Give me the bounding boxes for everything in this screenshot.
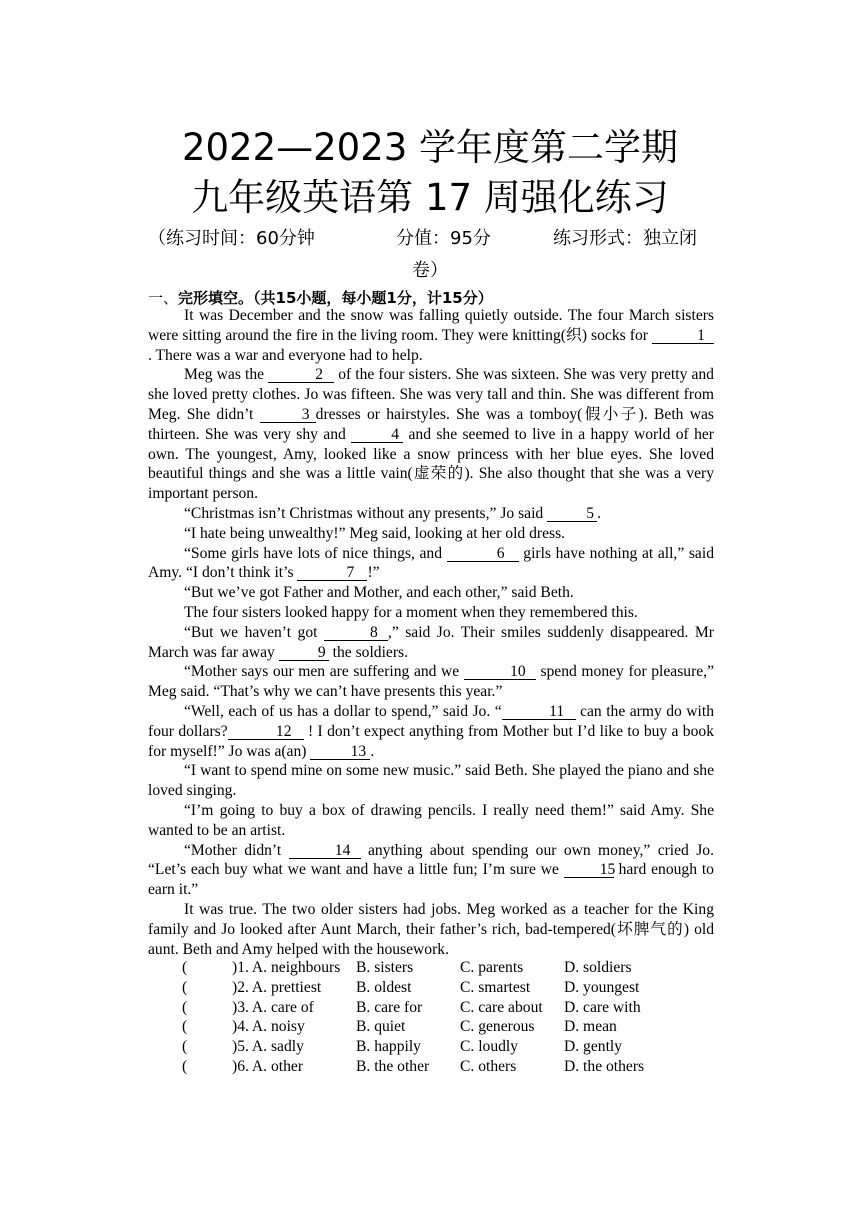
option-b: B. happily — [356, 1038, 421, 1056]
paragraph: It was December and the snow was falling quietly outside. The four March sisters were sitting around the fire in the living room. They were knitting(织) socks for 1. There was a war and everyone had to help. — [148, 307, 714, 364]
paragraph: “But we haven’t got 8 ,” said Jo. Their smiles suddenly disappeared. Mr March was far away 9 the soldiers. — [148, 623, 714, 661]
option-d: D. soldiers — [564, 959, 632, 976]
paragraph: It was true. The two older sisters had jobs. Meg worked as a teacher for the King family and Jo looked after Aunt March, their father’s rich, bad-tempered(坏脾气的) old aunt. Beth and Amy helped with the housework. — [148, 900, 714, 958]
answer-paren[interactable]: ( — [182, 959, 188, 976]
blank-8[interactable]: 8 — [324, 625, 388, 641]
blank-2[interactable]: 2 — [268, 367, 334, 383]
answer-paren[interactable]: ( — [182, 998, 188, 1016]
blank-13[interactable]: 13 — [310, 744, 370, 760]
blank-6[interactable]: 6 — [447, 546, 519, 562]
blank-14[interactable]: 14 — [289, 843, 361, 859]
practice-form: 练习形式：独立闭 — [553, 228, 697, 249]
answer-paren[interactable]: ( — [182, 978, 188, 996]
option-c: C. generous — [460, 1018, 535, 1036]
blank-7[interactable]: 7 — [297, 565, 367, 581]
blank-9[interactable]: 9 — [279, 645, 329, 661]
option-d: D. youngest — [564, 978, 640, 996]
blank-4[interactable]: 4 — [351, 427, 403, 443]
answer-paren[interactable]: ( — [182, 1018, 188, 1036]
score-value: 分值：95分 — [396, 228, 491, 249]
paragraph: “Mother says our men are suffering and we 10 spend money for pleasure,” Meg said. “That’s why we can’t have presents this year.” — [148, 663, 715, 701]
section-heading — [148, 288, 493, 308]
option-c: C. loudly — [460, 1038, 519, 1056]
option-b: B. care for — [356, 998, 423, 1016]
section-prefix: 一、 — [148, 289, 179, 307]
paragraph: The four sisters looked happy for a moment when they remembered this. — [184, 603, 638, 621]
section-title: 完形填空。（共15小题，每小题1分，计15分） — [178, 289, 493, 307]
option-a: )5. A. sadly — [232, 1038, 304, 1056]
paragraph: “Some girls have lots of nice things, and 6 girls have nothing at all,” said Amy. “I don’t think it’s 7 !” — [148, 544, 714, 582]
paragraph: “Well, each of us has a dollar to spend,” said Jo. “ 11 can the army do with four dollars? 12 ! I don’t expect anything from Mother but I’d like to buy a book for myself!” Jo was a(an) 13 . — [148, 702, 714, 760]
paragraph: “Mother didn’t 14 anything about spending our own money,” cried Jo. “Let’s each buy what we want and have a little fun; I’m sure we 15 hard enough to earn it.” — [148, 841, 715, 899]
option-a: )1. A. neighbours — [232, 959, 341, 976]
exam-title: 2022—2023 学年度第二学期 — [181, 126, 679, 169]
option-c: C. care about — [460, 998, 543, 1016]
option-d: D. mean — [564, 1018, 617, 1036]
option-c: C. parents — [460, 959, 524, 976]
blank-1[interactable]: 1 — [652, 328, 714, 344]
option-a: )6. A. other — [232, 1057, 304, 1075]
answer-paren[interactable]: ( — [182, 1038, 188, 1056]
option-d: D. the others — [564, 1057, 645, 1075]
paragraph: Meg was the 2 of the four sisters. She was sixteen. She was very pretty and she loved pretty clothes. Jo was fifteen. She was very tall and thin. She was different from Meg. She didn’t 3 dresses or hairstyles. She was a tomboy(假小子). Beth was thirteen. She was very shy and 4 and she seemed to live in a happy world of her own. The youngest, Amy, looked like a snow princess with her blue eyes. She loved beautiful things and she was a little vain(虚荣的). She also thought that she was a very important person. — [148, 366, 714, 503]
option-b: B. the other — [356, 1057, 430, 1075]
blank-11[interactable]: 11 — [502, 704, 576, 720]
option-a: )2. A. prettiest — [232, 978, 322, 996]
paragraph: “I want to spend mine on some new music.” said Beth. She played the piano and she loved singing. — [148, 762, 714, 800]
blank-3[interactable]: 3 — [260, 407, 316, 423]
option-b: B. sisters — [356, 959, 414, 976]
paragraph: “I hate being unwealthy!” Meg said, looking at her old dress. — [184, 524, 566, 542]
option-c: C. smartest — [460, 978, 531, 996]
option-b: B. quiet — [356, 1018, 406, 1036]
practice-form-continued: 卷） — [412, 260, 448, 281]
option-a: )3. A. care of — [232, 998, 314, 1016]
option-b: B. oldest — [356, 978, 412, 996]
option-a: )4. A. noisy — [232, 1018, 305, 1036]
option-d: D. gently — [564, 1038, 623, 1056]
blank-5[interactable]: 5 — [547, 506, 597, 522]
cloze-passage — [148, 306, 714, 959]
option-d: D. care with — [564, 998, 641, 1016]
blank-15[interactable]: 15 — [564, 862, 614, 878]
paragraph: “But we’ve got Father and Mother, and each other,” said Beth. — [184, 584, 574, 602]
blank-12[interactable]: 12 — [228, 724, 304, 740]
answer-paren[interactable]: ( — [182, 1057, 188, 1075]
paragraph: “I’m going to buy a box of drawing pencils. I really need them!” said Amy. She wanted to be an artist. — [148, 801, 714, 839]
option-c: C. others — [460, 1057, 517, 1075]
paragraph: “Christmas isn’t Christmas without any presents,” Jo said 5 . — [184, 504, 602, 522]
practice-time: （练习时间：60分钟 — [148, 228, 315, 249]
exam-subtitle: 九年级英语第 17 周强化练习 — [191, 176, 669, 219]
blank-10[interactable]: 10 — [464, 664, 536, 680]
